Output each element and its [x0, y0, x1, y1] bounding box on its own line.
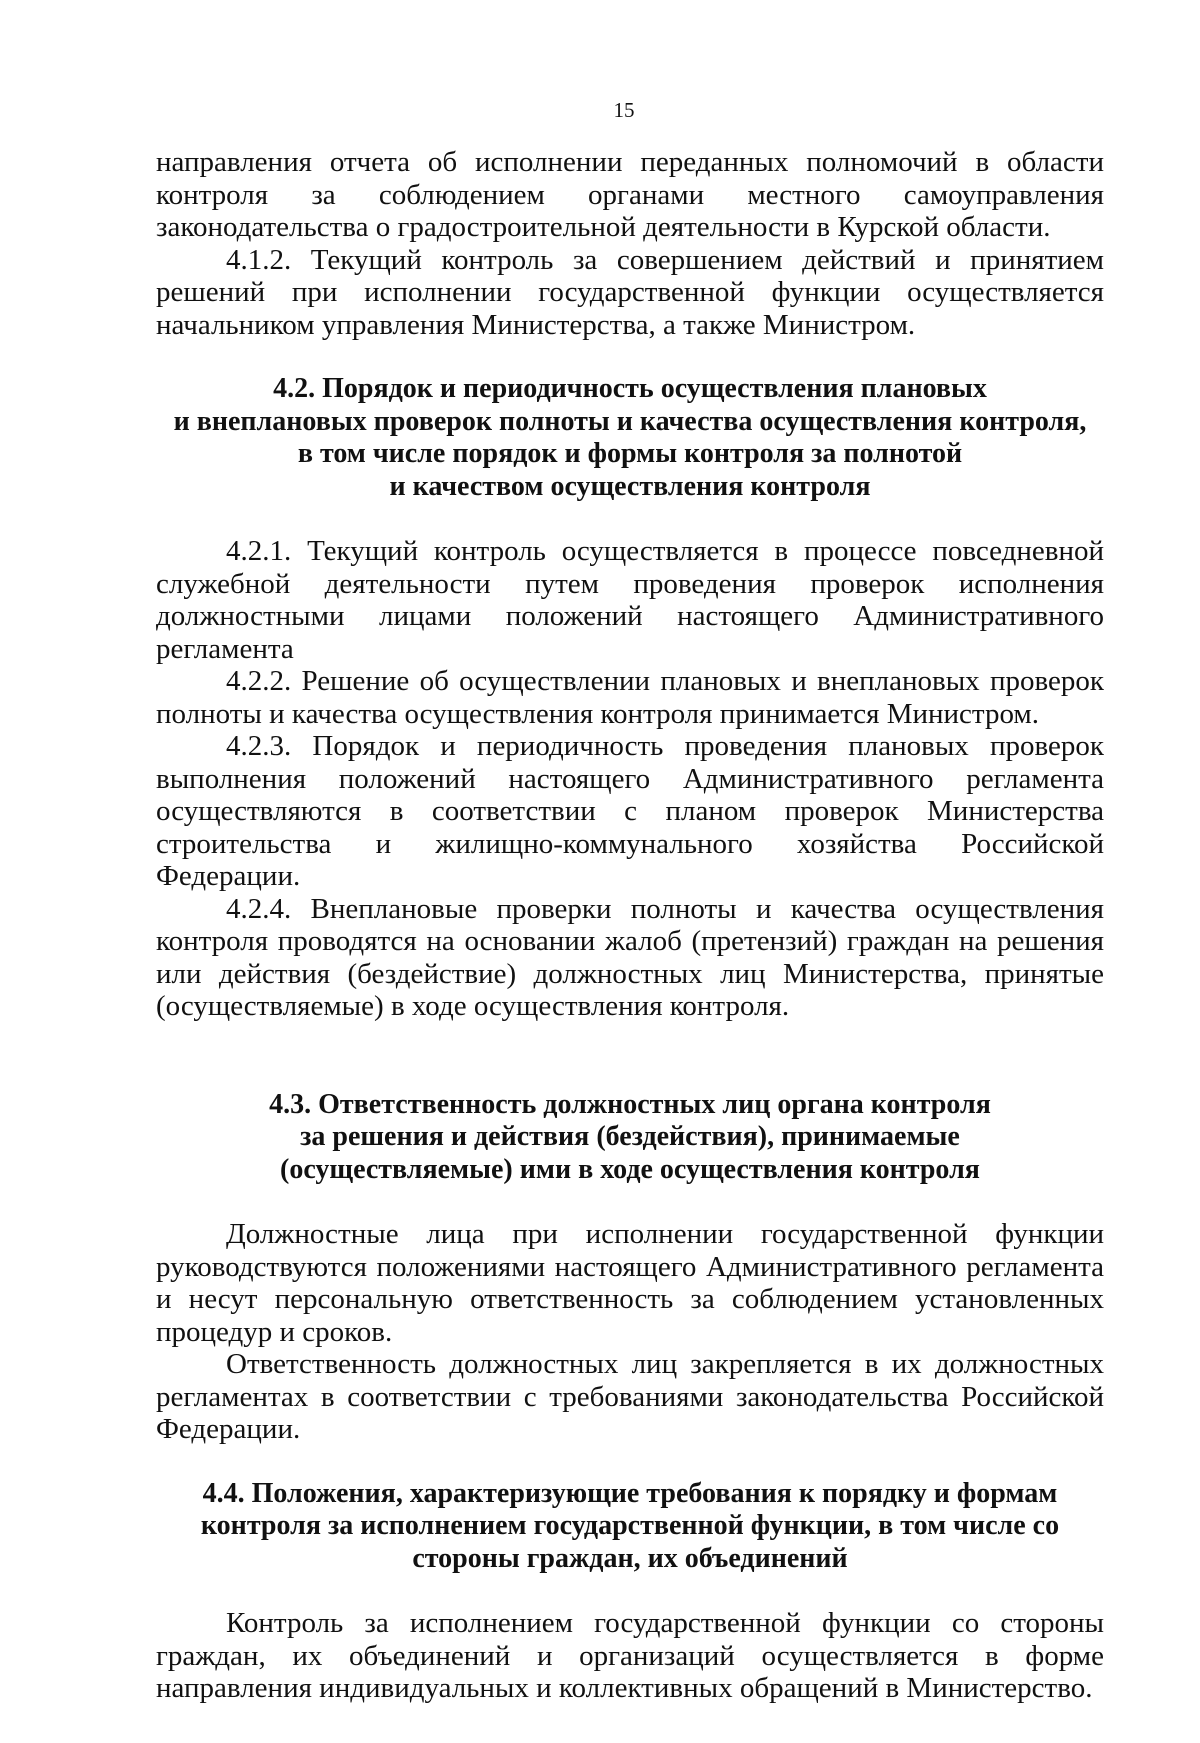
heading-4-3-line-2: за решения и действия (бездействия), принимаемые — [300, 1121, 960, 1152]
heading-4-3-line-1: 4.3. Ответственность должностных лиц органа контроля — [269, 1088, 991, 1120]
heading-4-2-line-2: и внеплановых проверок полноты и качества осуществления контроля, — [173, 405, 1087, 437]
heading-4-3 — [156, 1089, 1104, 1187]
document-body — [156, 146, 1104, 1705]
spacer — [156, 1575, 1104, 1607]
paragraph-4-1-2: 4.1.2. Текущий контроль за совершением действий и принятием решений при исполнении государственной функции осуществляется начальником управления Министерства, а также Министром. — [156, 243, 1104, 341]
heading-4-2-line-1: 4.2. Порядок и периодичность осуществления плановых — [273, 373, 987, 404]
paragraph-4-3-a: Должностные лица при исполнении государственной функции руководствуются положениями настоящего Административного регламента и несут персональную ответственность за соблюдением установленных процедур и сроков. — [156, 1218, 1104, 1348]
spacer — [156, 1186, 1104, 1218]
heading-4-4-line-1: 4.4. Положения, характеризующие требования к порядку и формам — [202, 1477, 1058, 1509]
paragraph-4-4: Контроль за исполнением государственной функции со стороны граждан, их объединений и организаций осуществляется в форме направления индивидуальных и коллективных обращений в Министерство. — [156, 1607, 1104, 1704]
spacer — [156, 1446, 1104, 1478]
spacer — [156, 503, 1104, 535]
paragraph-4-2-4: 4.2.4. Внеплановые проверки полноты и качества осуществления контроля проводятся на основании жалоб (претензий) граждан на решения или действия (бездействие) должностных лиц Министерства, принятые (осуществляемые) в ходе осуществления контроля. — [156, 892, 1104, 1022]
page-number: 15 — [613, 98, 635, 122]
heading-4-4-line-3: стороны граждан, их объединений — [412, 1542, 848, 1574]
heading-4-4 — [156, 1478, 1104, 1576]
spacer — [156, 1023, 1104, 1089]
heading-4-2-line-3: в том числе порядок и формы контроля за полнотой — [297, 438, 963, 469]
heading-4-4-line-2: контроля за исполнением государственной функции, в том числе со — [200, 1510, 1060, 1541]
heading-4-3-line-3: (осуществляемые) ими в ходе осуществления контроля — [280, 1153, 980, 1185]
spacer — [156, 341, 1104, 373]
paragraph-4-2-3: 4.2.3. Порядок и периодичность проведения плановых проверок выполнения положений настоящего Административного регламента осуществляются в соответствии с планом проверок Министерства строительства и жилищно-коммунального хозяйства Российской Федерации. — [156, 730, 1104, 892]
paragraph-4-3-b: Ответственность должностных лиц закрепляется в их должностных регламентах в соответствии с требованиями законодательства Российской Федерации. — [156, 1348, 1104, 1445]
heading-4-2 — [156, 373, 1104, 503]
paragraph-4-2-1: 4.2.1. Текущий контроль осуществляется в процессе повседневной служебной деятельности путем проведения проверок исполнения должностными лицами положений настоящего Административного регламента — [156, 535, 1104, 665]
paragraph-4-2-2: 4.2.2. Решение об осуществлении плановых и внеплановых проверок полноты и качества осуществления контроля принимается Министром. — [156, 665, 1104, 730]
paragraph-continuation: направления отчета об исполнении переданных полномочий в области контроля за соблюдением органами местного самоуправления законодательства о градостроительной деятельности в Курской области. — [156, 146, 1104, 243]
heading-4-2-line-4: и качеством осуществления контроля — [389, 470, 871, 502]
